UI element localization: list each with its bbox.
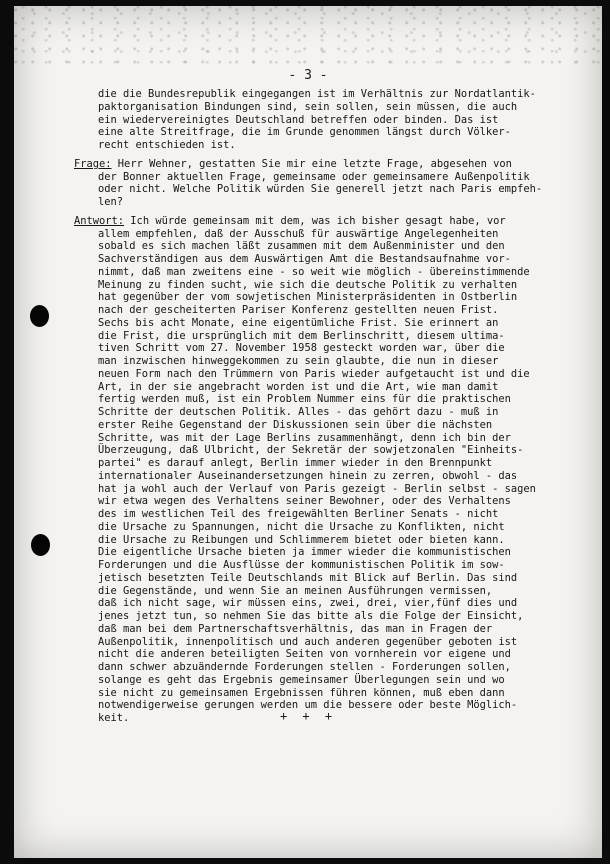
- question-block: [74, 158, 594, 209]
- answer-line: allem empfehlen, daß der Ausschuß für auswärtige Angelegenheiten: [98, 227, 499, 240]
- answer-line: nach der gescheiterten Pariser Konferenz gestellten neuen Frist.: [98, 304, 499, 316]
- answer-line: nimmt, daß man zweitens eine - so weit wie möglich - übereinstimmende: [98, 265, 530, 278]
- question-line: len?: [98, 196, 124, 208]
- answer-line: Sachverständigen aus dem Auswärtigen Amt die Bestandsaufnahme vor-: [98, 253, 511, 265]
- document-body: [74, 88, 594, 725]
- document-page: [14, 6, 602, 858]
- answer-line: sobald es sich machen läßt zusammen mit dem Außenminister und den: [98, 240, 505, 253]
- scan-noise: [14, 6, 602, 66]
- question-speaker: Frage:: [74, 157, 112, 170]
- paragraph-line: die die Bundesrepublik eingegangen ist im Verhältnis zur Nordatlantik-: [98, 88, 536, 100]
- answer-line: die Ursache zu Reibungen und Schlimmerem bietet oder bieten kann.: [98, 533, 505, 546]
- question-line: oder nicht. Welche Politik würden Sie generell jetzt nach Paris empfeh-: [98, 183, 543, 196]
- answer-block: [74, 215, 594, 725]
- answer-line: nicht die anderen beteiligten Seiten von vornherein vor eigene und: [98, 648, 511, 661]
- answer-line: Forderungen und die Ausflüsse der kommunistischen Politik im sow-: [98, 559, 505, 571]
- answer-line: Sechs bis acht Monate, eine eigentümliche Frist. Sie erinnert an: [98, 316, 499, 329]
- answer-line: die Frist, die ursprünglich mit dem Berlinschritt, diesem ultima-: [98, 329, 505, 342]
- answer-line: jetisch besetzten Teile Deutschlands mit Blick auf Berlin. Das sind: [98, 571, 518, 584]
- punch-hole: [30, 305, 49, 327]
- paragraph-line: paktorganisation Bindungen sind, sein sollen, sein müssen, die auch: [98, 100, 518, 113]
- answer-line: keit.: [98, 712, 130, 724]
- answer-line: daß ich nicht sage, wir müssen eins, zwei, drei, vier,fünf dies und: [98, 597, 518, 610]
- answer-line: tiven Schritt vom 27. November 1958 gesteckt worden war, über die: [98, 342, 505, 355]
- paragraph-line: eine alte Streitfrage, die im Grunde genommen längst durch Völker-: [98, 126, 511, 139]
- answer-line: wir etwa wegen des Verhaltens seiner Bewohner, oder des Verhaltens: [98, 495, 511, 508]
- answer-line: dann schwer abzuändernde Forderungen stellen - Forderungen sollen,: [98, 661, 511, 673]
- answer-line: erster Reihe Gegenstand der Diskussionen sein über die nächsten: [98, 418, 493, 431]
- punch-hole: [31, 534, 50, 556]
- answer-line: solange es geht das Ergebnis gemeinsamer Überlegungen sein und wo: [98, 673, 505, 686]
- answer-line: Art, in der sie angebracht worden ist und die Art, wie man damit: [98, 380, 499, 393]
- page-number: - 3 -: [288, 68, 328, 83]
- answer-line: man inzwischen hinweggekommen zu sein glaubte, die nun in dieser: [98, 355, 499, 367]
- answer-line: sie nicht zu gemeinsamen Ergebnissen führen können, muß eben dann: [98, 686, 505, 699]
- answer-line: Schritte, was mit der Lage Berlins zusammenhängt, denn ich bin der: [98, 431, 511, 444]
- answer-line: die Ursache zu Spannungen, nicht die Ursache zu Konflikten, nicht: [98, 520, 505, 533]
- continued-paragraph: [74, 88, 594, 152]
- answer-line: Meinung zu finden sucht, wie sich die deutsche Politik zu verhalten: [98, 278, 518, 291]
- answer-line: die Gegenstände, und wenn Sie an meinen Ausführungen vermissen,: [98, 584, 493, 597]
- answer-line: des im westlichen Teil des freigewählten Berliner Senats - nicht: [98, 508, 499, 520]
- question-line: Herr Wehner, gestatten Sie mir eine letzte Frage, abgesehen von: [111, 157, 512, 170]
- paragraph-line: ein wiedervereinigtes Deutschland betreffen oder binden. Das ist: [98, 113, 499, 126]
- answer-speaker: Antwort:: [74, 214, 125, 227]
- paragraph-line: recht entschieden ist.: [98, 139, 236, 151]
- answer-line: daß man bei dem Partnerschaftsverhältnis, das man in Fragen der: [98, 622, 493, 635]
- answer-line: Die eigentliche Ursache bieten ja immer wieder die kommunistischen: [98, 546, 511, 559]
- answer-line: neuen Form nach den Trümmern von Paris wieder aufgetaucht ist und die: [98, 367, 530, 380]
- question-line: der Bonner aktuellen Frage, gemeinsame oder gemeinsamere Außenpolitik: [98, 170, 530, 183]
- answer-line: Außenpolitik, innenpolitisch und auch anderen gegenüber geboten ist: [98, 635, 518, 648]
- answer-line: fertig werden muß, ist ein Problem Nummer eins für die praktischen: [98, 393, 511, 406]
- end-mark: + + +: [279, 709, 337, 723]
- answer-line: Ich würde gemeinsam mit dem, was ich bisher gesagt habe, vor: [124, 214, 506, 227]
- answer-line: Überzeugung, daß Ulbricht, der Sekretär der sowjetzonalen "Einheits-: [98, 444, 524, 457]
- answer-line: hat gegenüber der vom sowjetischen Ministerpräsidenten in Ostberlin: [98, 291, 518, 304]
- answer-line: internationaler Auseinandersetzungen hinein zu zerren, obwohl - das: [98, 469, 518, 482]
- answer-line: notwendigerweise gerungen werden um die bessere oder beste Möglich-: [98, 699, 518, 712]
- answer-line: jenes jetzt tun, so nehmen Sie das bitte als die Folge der Einsicht,: [98, 610, 524, 622]
- answer-line: Schritte der deutschen Politik. Alles - das gehört dazu - muß in: [98, 406, 499, 418]
- answer-line: partei" es darauf anlegt, Berlin immer wieder in den Brennpunkt: [98, 457, 493, 469]
- answer-line: hat ja wohl auch der Verlauf von Paris gezeigt - Berlin selbst - sagen: [98, 482, 536, 495]
